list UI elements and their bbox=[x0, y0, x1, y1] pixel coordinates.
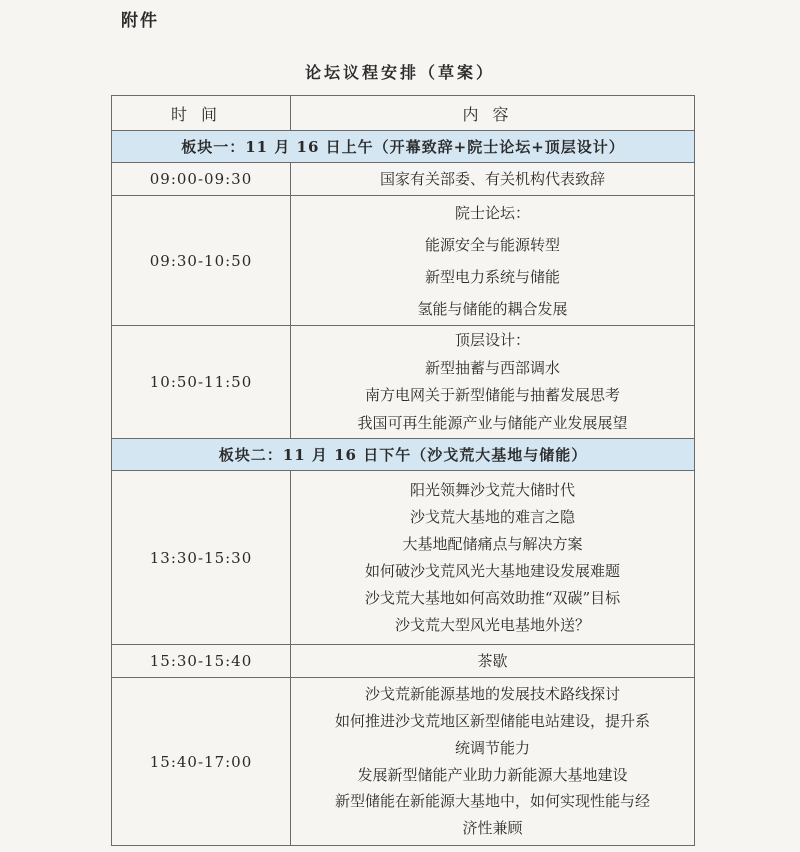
content-line: 沙戈荒大型风光电基地外送？ bbox=[394, 615, 590, 634]
attachment-label: 附件 bbox=[121, 11, 159, 31]
content-line: 阳光领舞沙戈荒大储时代 bbox=[409, 480, 575, 499]
content-cell bbox=[291, 645, 695, 678]
content-line: 顶层设计： bbox=[454, 331, 530, 349]
table-row bbox=[112, 326, 695, 439]
time-cell: 15:40-17:00 bbox=[112, 678, 291, 846]
content-line: 新型抽蓄与西部调水 bbox=[424, 358, 560, 377]
content-line: 我国可再生能源产业与储能产业发展展望 bbox=[357, 413, 628, 432]
content-line: 新型电力系统与储能 bbox=[424, 267, 560, 286]
section-row bbox=[112, 131, 695, 163]
content-line: 能源安全与能源转型 bbox=[424, 235, 560, 254]
table-row bbox=[112, 678, 695, 846]
content-cell bbox=[291, 678, 695, 846]
time-cell: 15:30-15:40 bbox=[112, 645, 291, 678]
time-cell: 09:00-09:30 bbox=[112, 163, 291, 196]
content-line: 新型储能在新能源大基地中，如何实现性能与经 bbox=[334, 792, 650, 811]
content-line: 大基地配储痛点与解决方案 bbox=[402, 534, 583, 553]
table-header-row bbox=[112, 96, 695, 131]
section-title: 板块一：11 月 16 日上午（开幕致辞+院士论坛+顶层设计） bbox=[112, 131, 695, 163]
content-line: 氢能与储能的耦合发展 bbox=[417, 299, 568, 318]
content-line: 如何破沙戈荒风光大基地建设发展难题 bbox=[364, 561, 620, 580]
section-row bbox=[112, 439, 695, 471]
table-row bbox=[112, 645, 695, 678]
content-line: 沙戈荒大基地的难言之隐 bbox=[409, 507, 575, 526]
section-title: 板块二：11 月 16 日下午（沙戈荒大基地与储能） bbox=[112, 439, 695, 471]
time-cell: 10:50-11:50 bbox=[112, 326, 291, 439]
content-line: 院士论坛： bbox=[454, 203, 530, 222]
content-line: 济性兼顾 bbox=[462, 818, 523, 837]
content-line: 统调节能力 bbox=[454, 738, 530, 757]
content-cell bbox=[291, 196, 695, 326]
content-cell bbox=[291, 326, 695, 439]
header-time: 时间 bbox=[112, 96, 291, 131]
table-row bbox=[112, 163, 695, 196]
header-content: 内容 bbox=[291, 96, 695, 131]
document-title: 论坛议程安排（草案） bbox=[304, 63, 495, 82]
time-cell: 13:30-15:30 bbox=[112, 471, 291, 645]
content-line: 沙戈荒大基地如何高效助推“双碳”目标 bbox=[364, 588, 621, 607]
content-line: 沙戈荒新能源基地的发展技术路线探讨 bbox=[364, 685, 620, 704]
content-line: 发展新型储能产业助力新能源大基地建设 bbox=[357, 765, 628, 784]
content-line: 如何推进沙戈荒地区新型储能电站建设，提升系 bbox=[334, 712, 650, 731]
content-line: 国家有关部委、有关机构代表致辞 bbox=[379, 170, 605, 188]
table-row bbox=[112, 196, 695, 326]
time-cell: 09:30-10:50 bbox=[112, 196, 291, 326]
content-line: 茶歇 bbox=[477, 652, 508, 670]
table-row bbox=[112, 471, 695, 645]
content-line: 南方电网关于新型储能与抽蓄发展思考 bbox=[364, 386, 620, 404]
content-cell bbox=[291, 471, 695, 645]
content-cell bbox=[291, 163, 695, 196]
agenda-table bbox=[111, 95, 695, 846]
